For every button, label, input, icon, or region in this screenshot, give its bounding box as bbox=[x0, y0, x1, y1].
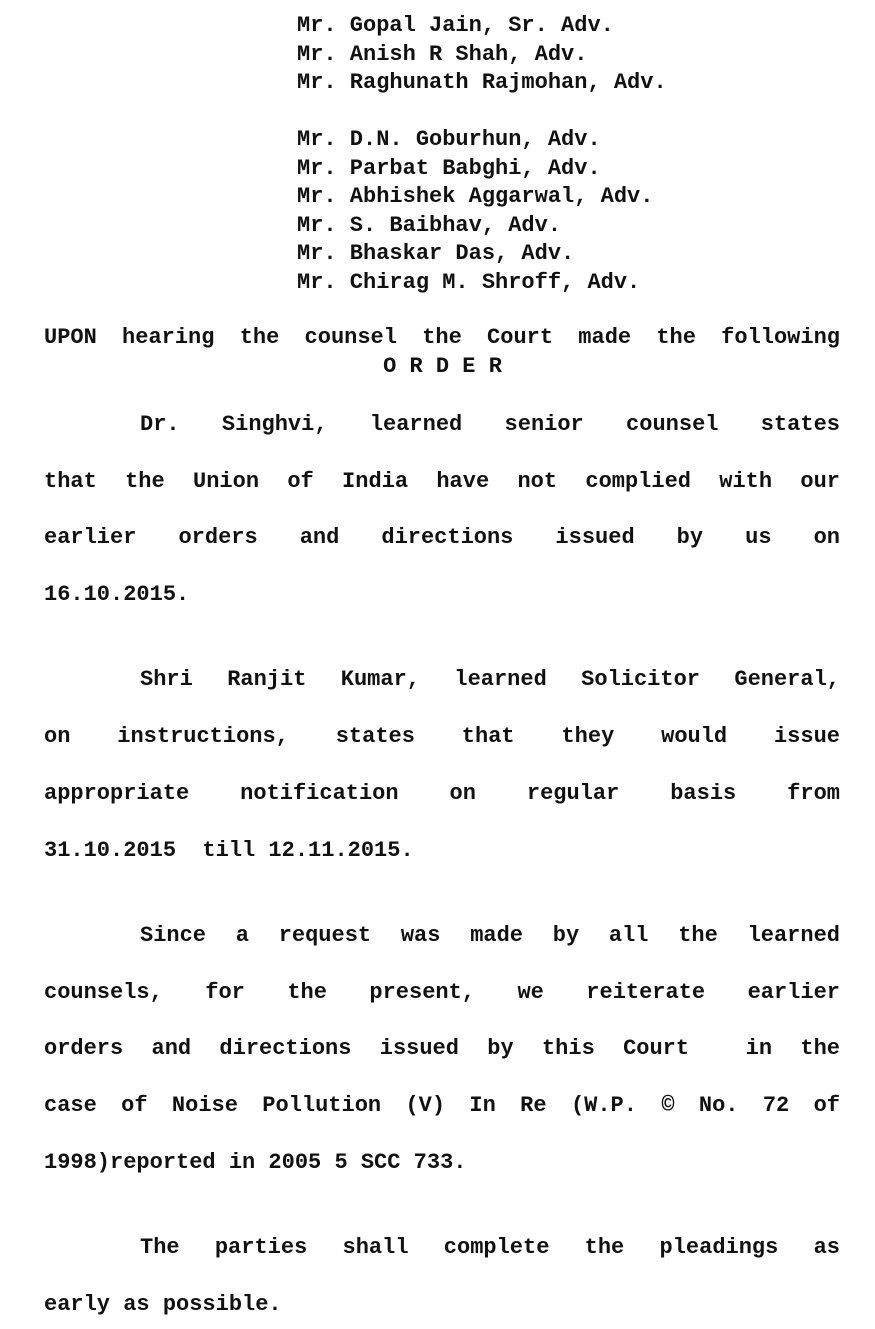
counsel-name: Mr. Chirag M. Shroff, Adv. bbox=[297, 269, 641, 295]
counsel-name: Mr. Bhaskar Das, Adv. bbox=[297, 241, 575, 266]
counsel-name: Mr. Abhishek Aggarwal, Adv. bbox=[297, 184, 654, 209]
counsel-list-2 bbox=[297, 126, 653, 297]
paragraph-3-line: 1998)reported in 2005 5 SCC 733. bbox=[44, 1150, 467, 1175]
counsel-name: Mr. D.N. Goburhun, Adv. bbox=[297, 127, 601, 152]
counsel-name: Mr. Parbat Babghi, Adv. bbox=[297, 155, 601, 181]
paragraph-3-line: counsels, for the present, we reiterate earlier bbox=[44, 980, 840, 1005]
paragraph-2-line: Shri Ranjit Kumar, learned Solicitor General, bbox=[140, 667, 840, 692]
order-heading: O R D E R bbox=[383, 354, 502, 379]
paragraph-3-line: orders and directions issued by this Court in the bbox=[44, 1036, 840, 1061]
paragraph-2-line: on instructions, states that they would issue bbox=[44, 724, 840, 749]
paragraph-3-line: case of Noise Pollution (V) In Re (W.P. © No. 72 of bbox=[44, 1093, 840, 1118]
paragraph-2-line: appropriate notification on regular basis from bbox=[44, 781, 840, 806]
counsel-name: Mr. Gopal Jain, Sr. Adv. bbox=[297, 13, 614, 38]
paragraph-1-line: earlier orders and directions issued by us on bbox=[44, 525, 840, 550]
paragraph-1-line: Dr. Singhvi, learned senior counsel states bbox=[140, 412, 840, 437]
counsel-name: Mr. Anish R Shah, Adv. bbox=[297, 41, 588, 67]
paragraph-4-line: The parties shall complete the pleadings as bbox=[140, 1235, 840, 1260]
counsel-name: Mr. S. Baibhav, Adv. bbox=[297, 212, 562, 238]
hearing-intro: UPON hearing the counsel the Court made the following bbox=[44, 325, 840, 350]
counsel-list-1 bbox=[297, 12, 667, 98]
paragraph-2-line: 31.10.2015 till 12.11.2015. bbox=[44, 838, 414, 863]
counsel-name: Mr. Raghunath Rajmohan, Adv. bbox=[297, 70, 667, 95]
paragraph-1-line: 16.10.2015. bbox=[44, 582, 190, 607]
paragraph-4-line: early as possible. bbox=[44, 1292, 282, 1317]
paragraph-1-line: that the Union of India have not complied with our bbox=[44, 469, 840, 494]
paragraph-3-line: Since a request was made by all the learned bbox=[140, 923, 840, 948]
